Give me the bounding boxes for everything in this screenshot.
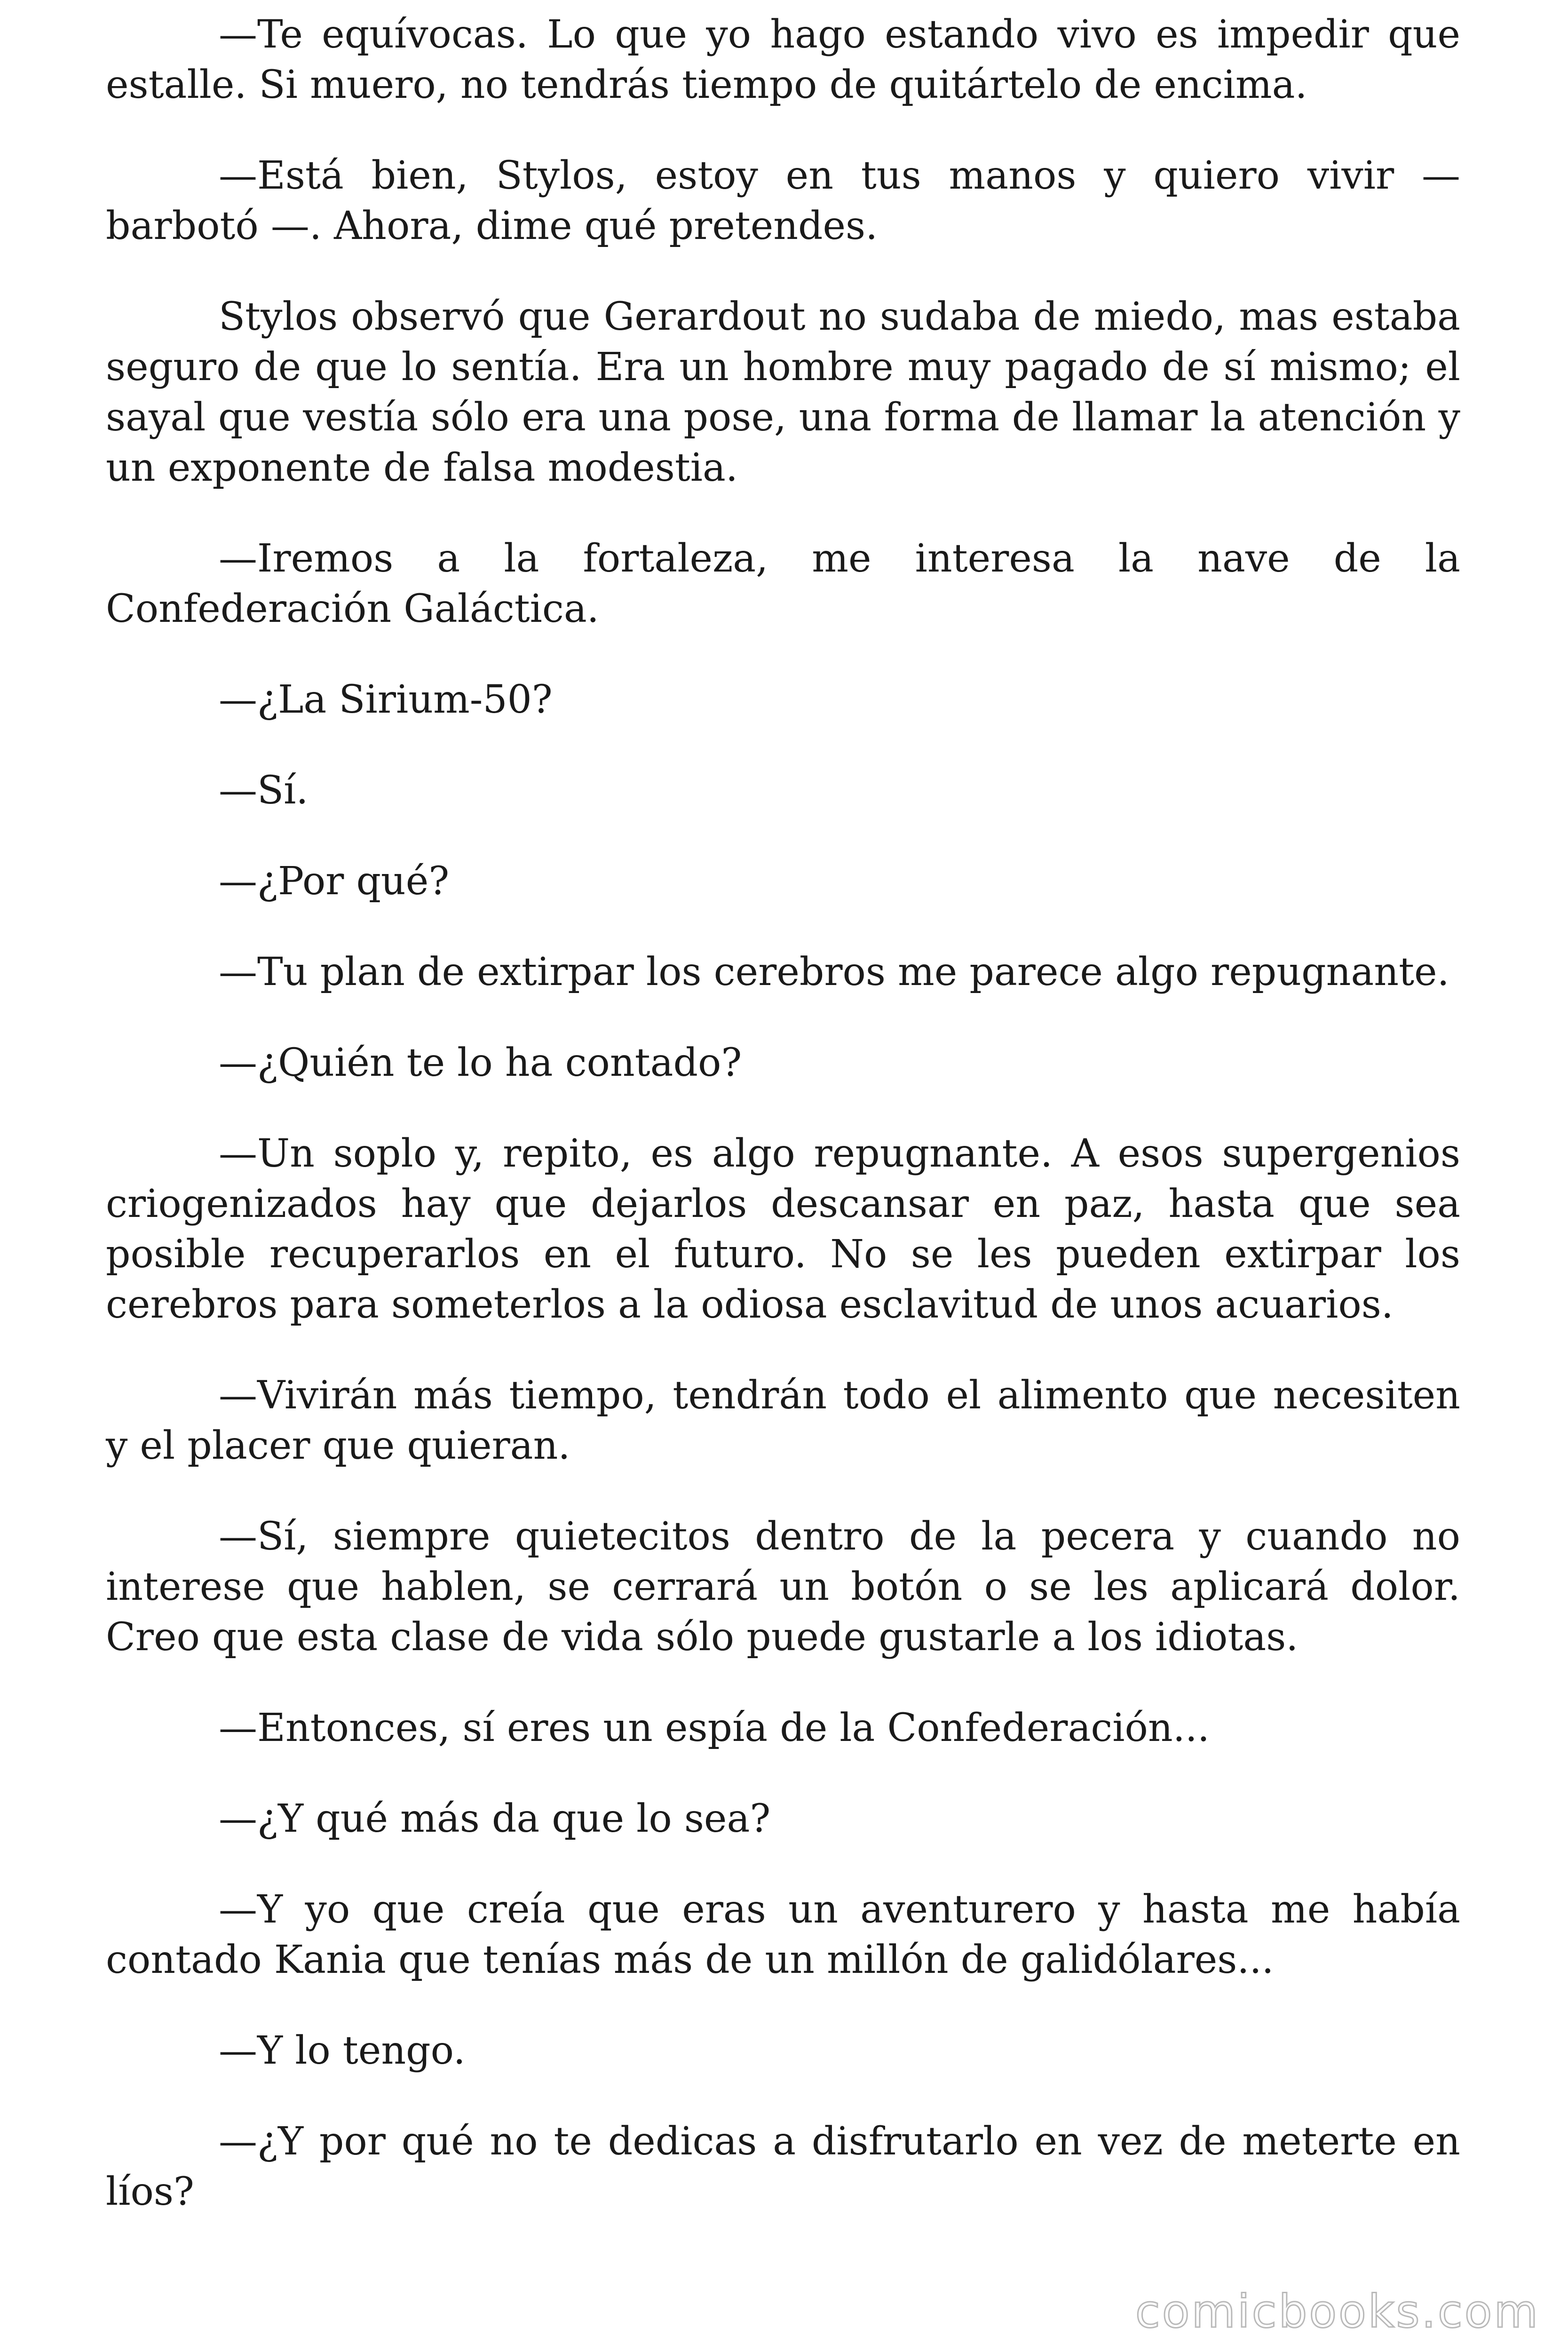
paragraph: —Y yo que creía que eras un aventurero y hasta me había contado Kania que tenías más de un millón de galidólares...	[106, 1887, 1460, 1982]
paragraph: —¿Quién te lo ha contado?	[219, 1041, 742, 1085]
paragraph: —Tu plan de extirpar los cerebros me parece algo repugnante.	[219, 950, 1449, 994]
paragraph: —Entonces, sí eres un espía de la Confederación...	[219, 1706, 1210, 1750]
paragraph: —Está bien, Stylos, estoy en tus manos y quiero vivir — barbotó —. Ahora, dime qué pretendes.	[106, 153, 1460, 248]
paragraph: —Y lo tengo.	[219, 2028, 466, 2073]
paragraph: —¿Por qué?	[219, 859, 450, 904]
paragraph: —¿La Sirium-50?	[219, 677, 553, 722]
paragraph: —Vivirán más tiempo, tendrán todo el alimento que necesiten y el placer que quieran.	[106, 1373, 1460, 1468]
watermark: comicbooks.com	[1135, 2285, 1540, 2338]
paragraph: —Te equívocas. Lo que yo hago estando vivo es impedir que estalle. Si muero, no tendrás tiempo de quitártelo de encima.	[106, 12, 1460, 107]
paragraph: —Iremos a la fortaleza, me interesa la nave de la Confederación Galáctica.	[106, 536, 1460, 631]
paragraph: —¿Y qué más da que lo sea?	[219, 1796, 771, 1841]
paragraph: —Sí.	[219, 768, 309, 813]
body-text	[106, 9, 1460, 2257]
paragraph: —Sí, siempre quietecitos dentro de la pecera y cuando no interese que hablen, se cerrará un botón o se les aplicará dolor. Creo que esta clase de vida sólo puede gustarle a los idiotas.	[106, 1514, 1460, 1660]
paragraph: —¿Y por qué no te dedicas a disfrutarlo en vez de meterte en líos?	[106, 2119, 1460, 2214]
paragraph: —Un soplo y, repito, es algo repugnante. A esos supergenios criogenizados hay que dejarlos descansar en paz, hasta que sea posible recuperarlos en el futuro. No se les pueden extirpar los cerebros para someterlos a la odiosa esclavitud de unos acuarios.	[106, 1131, 1460, 1327]
paragraph: Stylos observó que Gerardout no sudaba de miedo, mas estaba seguro de que lo sentía. Era un hombre muy pagado de sí mismo; el sayal que vestía sólo era una pose, una forma de llamar la atención y un exponente de falsa modestia.	[106, 294, 1460, 490]
